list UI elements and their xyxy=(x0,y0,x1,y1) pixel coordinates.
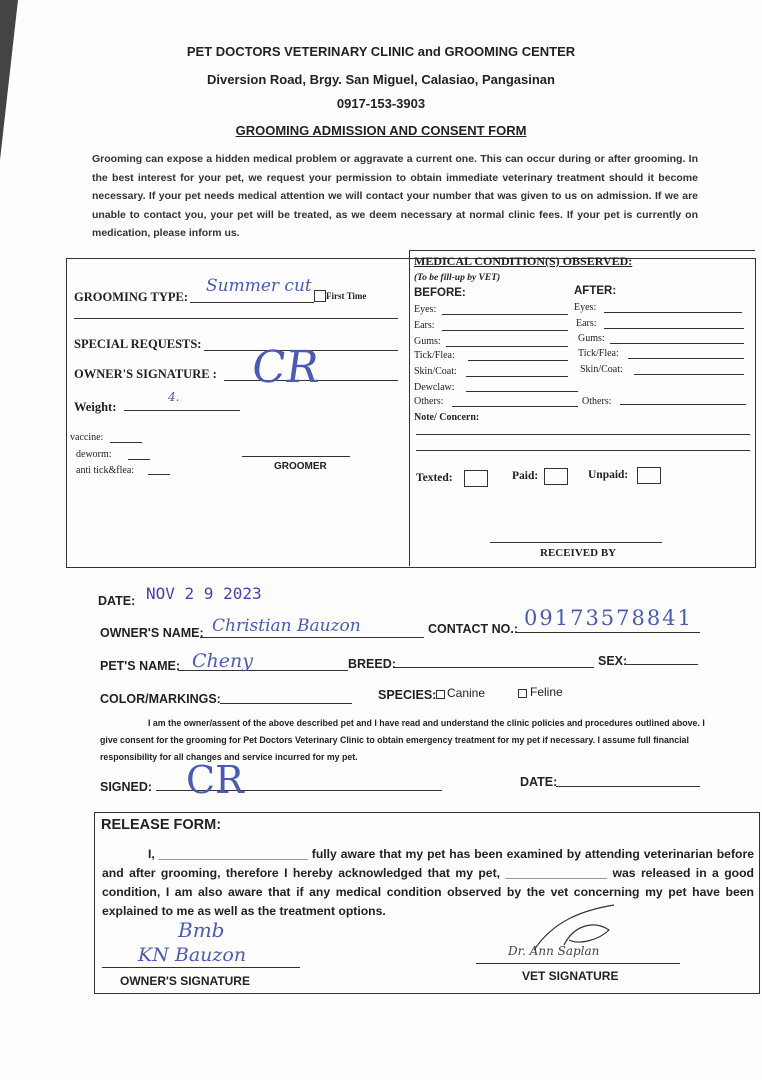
before-skin: Skin/Coat: xyxy=(414,366,457,377)
special-requests-label: SPECIAL REQUESTS: xyxy=(74,337,202,351)
sex-label: SEX: xyxy=(598,654,628,668)
anti-tick-label: anti tick&flea: xyxy=(76,465,135,476)
species-label: SPECIES: xyxy=(378,688,437,702)
consent-date-label: DATE: xyxy=(520,775,558,789)
release-title: RELEASE FORM: xyxy=(101,817,222,833)
form-title: GROOMING ADMISSION AND CONSENT FORM xyxy=(235,123,527,138)
color-markings-label: COLOR/MARKINGS: xyxy=(100,692,221,706)
consent-signature-mark: CR xyxy=(186,758,244,802)
contact-label: CONTACT NO.: xyxy=(428,622,519,636)
owner-name-label: OWNER'S NAME: xyxy=(100,626,204,640)
unpaid-checkbox[interactable] xyxy=(637,467,661,484)
medical-title: MEDICAL CONDITION(S) OBSERVED: xyxy=(414,254,633,268)
paid-label: Paid: xyxy=(512,470,539,482)
contact-value: 09173578841 xyxy=(524,606,693,630)
clinic-phone: 0917-153-3903 xyxy=(336,96,426,111)
before-dewclaw: Dewclaw: xyxy=(414,382,455,393)
release-text: I, ______________________ fully aware that my pet has been examined by attending veterinarian before and after grooming, therefore I hereby acknowledged that my pet, _______________ was released in a good condition, I am also aware that if any medical condition observed by the vet concerning my pet have been explained to me as well as the treatment options. xyxy=(102,847,754,918)
before-tick: Tick/Flea: xyxy=(414,350,455,361)
intro-paragraph: Grooming can expose a hidden medical problem or aggravate a current one. This can occur during or after grooming. In the best interest for your pet, we request your permission to obtain immediate veterinary treatment should it become necessary. If your pet needs medical attention we will contact your number that was given to us on admission. If we are unable to contact you, your pet will be treated, as we deem necessary at normal clinic fees. If your pet is currently on medication, please inform us. xyxy=(92,153,698,239)
feline-checkbox[interactable] xyxy=(518,689,527,698)
unpaid-label: Unpaid: xyxy=(588,469,629,481)
note-label: Note/ Concern: xyxy=(414,412,480,423)
grooming-type-value: Summer cut xyxy=(206,276,312,296)
paid-checkbox[interactable] xyxy=(544,468,568,485)
weight-label: Weight: xyxy=(74,400,117,414)
pet-name-label: PET'S NAME: xyxy=(100,659,181,673)
canine-label: Canine xyxy=(447,686,486,700)
texted-checkbox[interactable] xyxy=(464,470,488,487)
after-label: AFTER: xyxy=(574,285,617,297)
after-others: Others: xyxy=(582,396,612,407)
vet-signature-caption: VET SIGNATURE xyxy=(522,969,619,983)
before-ears: Ears: xyxy=(414,320,435,331)
owner-name-value: Christian Bauzon xyxy=(212,616,361,636)
vaccine-label: vaccine: xyxy=(70,432,104,443)
after-eyes: Eyes: xyxy=(574,302,597,313)
before-eyes: Eyes: xyxy=(414,304,437,315)
consent-text: I am the owner/assent of the above described pet and I have read and understand the clinic policies and procedures outlined above. I give consent for the grooming for Pet Doctors Veterinary Clinic to obtain emergency treatment for my pet if necessary. I assume full financial responsibility for all changes and service incurred for my pet. xyxy=(100,718,705,762)
deworm-label: deworm: xyxy=(76,449,112,460)
pet-name-value: Cheny xyxy=(192,650,253,672)
owner-signature-caption: OWNER'S SIGNATURE xyxy=(120,974,250,988)
vet-signed-name: Dr. Ann Saplan xyxy=(508,944,600,958)
after-tick: Tick/Flea: xyxy=(578,348,619,359)
groomer-label: GROOMER xyxy=(274,461,327,472)
breed-label: BREED: xyxy=(348,657,396,671)
before-others: Others: xyxy=(414,396,444,407)
medical-subtitle: (To be fill-up by VET) xyxy=(414,273,501,283)
before-label: BEFORE: xyxy=(414,287,466,299)
right-panel-top xyxy=(409,250,755,251)
first-time-label: First Time xyxy=(326,291,367,301)
date-stamp: NOV 2 9 2023 xyxy=(146,584,262,603)
panel-divider xyxy=(409,250,410,566)
owner-signature-label: OWNER'S SIGNATURE : xyxy=(74,367,217,381)
weight-value: 4. xyxy=(168,390,180,404)
signed-label: SIGNED: xyxy=(100,780,153,794)
received-by-label: RECEIVED BY xyxy=(540,547,617,559)
after-skin: Skin/Coat: xyxy=(580,364,623,375)
after-gums: Gums: xyxy=(578,333,605,344)
date-label: DATE: xyxy=(98,594,136,608)
owner-signature-mark: CR xyxy=(248,342,323,393)
feline-label: Feline xyxy=(530,685,563,699)
after-ears: Ears: xyxy=(576,318,597,329)
before-gums: Gums: xyxy=(414,336,441,347)
grooming-type-label: GROOMING TYPE: xyxy=(74,290,189,304)
release-owner-initials: Bmb xyxy=(178,918,225,942)
texted-label: Texted: xyxy=(416,472,453,484)
first-time-checkbox[interactable] xyxy=(314,290,326,302)
release-owner-signed-name: KN Bauzon xyxy=(138,944,247,966)
clinic-name: PET DOCTORS VETERINARY CLINIC and GROOMING CENTER xyxy=(186,44,576,59)
clinic-address: Diversion Road, Brgy. San Miguel, Calasiao, Pangasinan xyxy=(207,72,555,87)
canine-checkbox[interactable] xyxy=(436,690,445,699)
vet-signature-scribble xyxy=(524,900,634,960)
